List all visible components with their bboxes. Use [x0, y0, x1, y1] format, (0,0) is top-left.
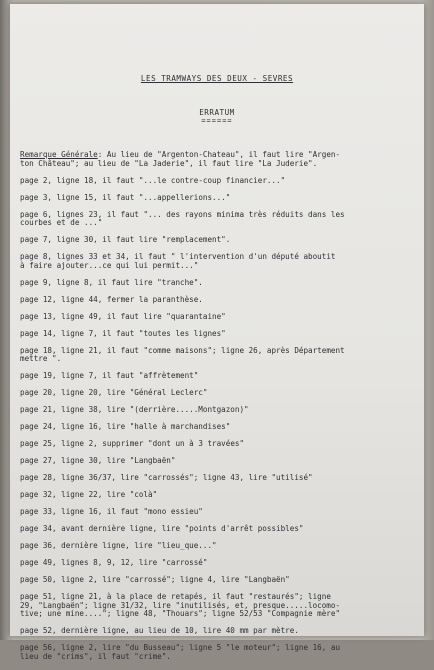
entry-ref: page 50, ligne 2, [20, 575, 98, 585]
erratum-entry [20, 177, 416, 186]
erratum-entry [20, 627, 416, 636]
erratum-entry [20, 440, 416, 449]
entry-ref: page 27, ligne 30, [20, 456, 103, 466]
entry-text: avant dernière ligne, lire "points d'arrêt possibles" [56, 524, 304, 534]
entry-ref: page 56, ligne 2, [20, 643, 98, 653]
entry-text: il faut lire "remplacement". [97, 235, 231, 245]
entry-text: lire "carrossé"; ligne 4, lire "Langbaën" [97, 575, 290, 585]
entry-ref: page 33, ligne 16, [20, 507, 103, 517]
entry-text: supprimer "dont un à 3 travées" [97, 439, 245, 449]
entry-text: dernière ligne, lire "lieu_que..." [56, 541, 217, 551]
entry-ref: page 19, ligne 7, [20, 371, 98, 381]
erratum-entry [20, 313, 416, 322]
erratum-entry [20, 372, 416, 381]
erratum-entry [20, 474, 416, 483]
entry-ref: page 51, ligne 21, [20, 592, 103, 601]
entry-text: dernière ligne, au lieu de 10, lire 40 mm par mètre. [56, 626, 299, 636]
entry-text: lire "carrossés"; ligne 43, lire "utilisé" [116, 473, 313, 483]
entry-text: il faut "...appellerions..." [97, 192, 231, 202]
erratum-entry [20, 593, 416, 619]
entry-ref: page 32, ligne 22, [20, 490, 103, 500]
entry-ref: page 7, ligne 30, [20, 235, 98, 245]
entry-text: à la place de retapés, il faut "restaurés"; ligne 29, "Langbaën"; ligne 31/32, lire "inutilisés, et, presque.....locomo- tive; une mine...."; ligne 48, "Thouars"; ligne 52/53 "Compagnie mère" [20, 592, 341, 619]
entry-ref: page 8, lignes 33 et 34, [20, 252, 130, 262]
erratum-entry [20, 330, 416, 339]
erratum-entry [20, 559, 416, 568]
entry-text: lire "colà" [102, 490, 158, 500]
entry-text: fermer la paranthèse. [102, 294, 203, 304]
entry-text: il faut "... des rayons minima très réduits dans les courbes et de ..." [20, 209, 345, 228]
entry-ref: page 3, ligne 15, [20, 192, 98, 202]
entry-text: lire "Langbaën" [102, 456, 176, 466]
erratum-entry [20, 576, 416, 585]
erratum-entry [20, 194, 416, 203]
erratum-entry [20, 389, 416, 398]
entry-ref: Remarque Générale [20, 150, 98, 159]
entry-ref: page 49, lignes 8, 9, 12, [20, 558, 135, 568]
erratum-entry [20, 211, 416, 228]
entry-text: il faut "affrètement" [97, 371, 199, 381]
entry-ref: page 34, [20, 524, 57, 534]
entry-text: lire "carrossé" [134, 558, 208, 568]
entry-text: lire "(derrière.....Montgazon)" [102, 405, 249, 415]
entry-text: : Au lieu de "Argenton-Chateau", il faut lire "Argen- ton Château"; au lieu de "La Jaderie", il faut lire "La Juderie". [20, 150, 341, 168]
entry-ref: page 21, ligne 38, [20, 405, 103, 415]
erratum-list [20, 151, 416, 670]
entry-ref: page 20, ligne 20, [20, 388, 103, 398]
entry-ref: page 14, ligne 7, [20, 328, 98, 338]
erratum-entry [20, 279, 416, 288]
entry-ref: page 24, ligne 16, [20, 422, 103, 432]
entry-ref: page 13, ligne 49, [20, 311, 103, 321]
entry-ref: page 12, ligne 44, [20, 294, 103, 304]
entry-text: il faut "comme maisons"; ligne 26, après Département mettre ". [20, 345, 345, 364]
erratum-entry [20, 347, 416, 364]
entry-ref: page 2, ligne 18, [20, 175, 98, 185]
erratum-entry [20, 296, 416, 305]
entry-text: il faut lire "tranche". [93, 277, 203, 287]
entry-text: il faut lire "quarantaine" [102, 311, 226, 321]
entry-ref: page 18, ligne 21, [20, 345, 103, 355]
entry-text: il faut "toutes les lignes" [97, 328, 226, 338]
erratum-entry [20, 406, 416, 415]
entry-text: lire "halle à marchandises" [102, 422, 231, 432]
erratum-entry [20, 491, 416, 500]
entry-ref: page 52, [20, 626, 57, 636]
erratum-entry [20, 508, 416, 517]
erratum-entry [20, 644, 416, 661]
entry-ref: page 6, lignes 23, [20, 209, 103, 219]
entry-text: lire "Général Leclerc" [102, 388, 208, 398]
document-page [10, 4, 424, 661]
subtitle-underline: ====== [201, 117, 233, 125]
erratum-entry [20, 423, 416, 432]
entry-ref: page 28, ligne 36/37, [20, 473, 117, 483]
erratum-entry [20, 253, 416, 270]
entry-text: il faut "mono essieu" [102, 507, 203, 517]
erratum-entry [20, 151, 416, 168]
entry-ref: page 9, ligne 8, [20, 277, 94, 287]
erratum-entry [20, 457, 416, 466]
entry-text: il faut " l'intervention d'un député aboutit à faire ajouter...ce qui lui permit..." [20, 252, 336, 270]
document-title: LES TRAMWAYS DES DEUX - SEVRES [140, 74, 294, 83]
entry-ref: page 25, ligne 2, [20, 439, 98, 449]
entry-text: il faut "...le contre-coup financier..." [97, 175, 286, 185]
erratum-entry [20, 525, 416, 534]
entry-ref: page 36, [20, 541, 57, 551]
entry-text: lire "du Busseau"; ligne 5 "le moteur"; ligne 16, au lieu de "crims", il faut "crime". [20, 643, 341, 661]
document-subtitle: ERRATUM [199, 108, 235, 117]
erratum-entry [20, 542, 416, 551]
erratum-entry [20, 236, 416, 245]
